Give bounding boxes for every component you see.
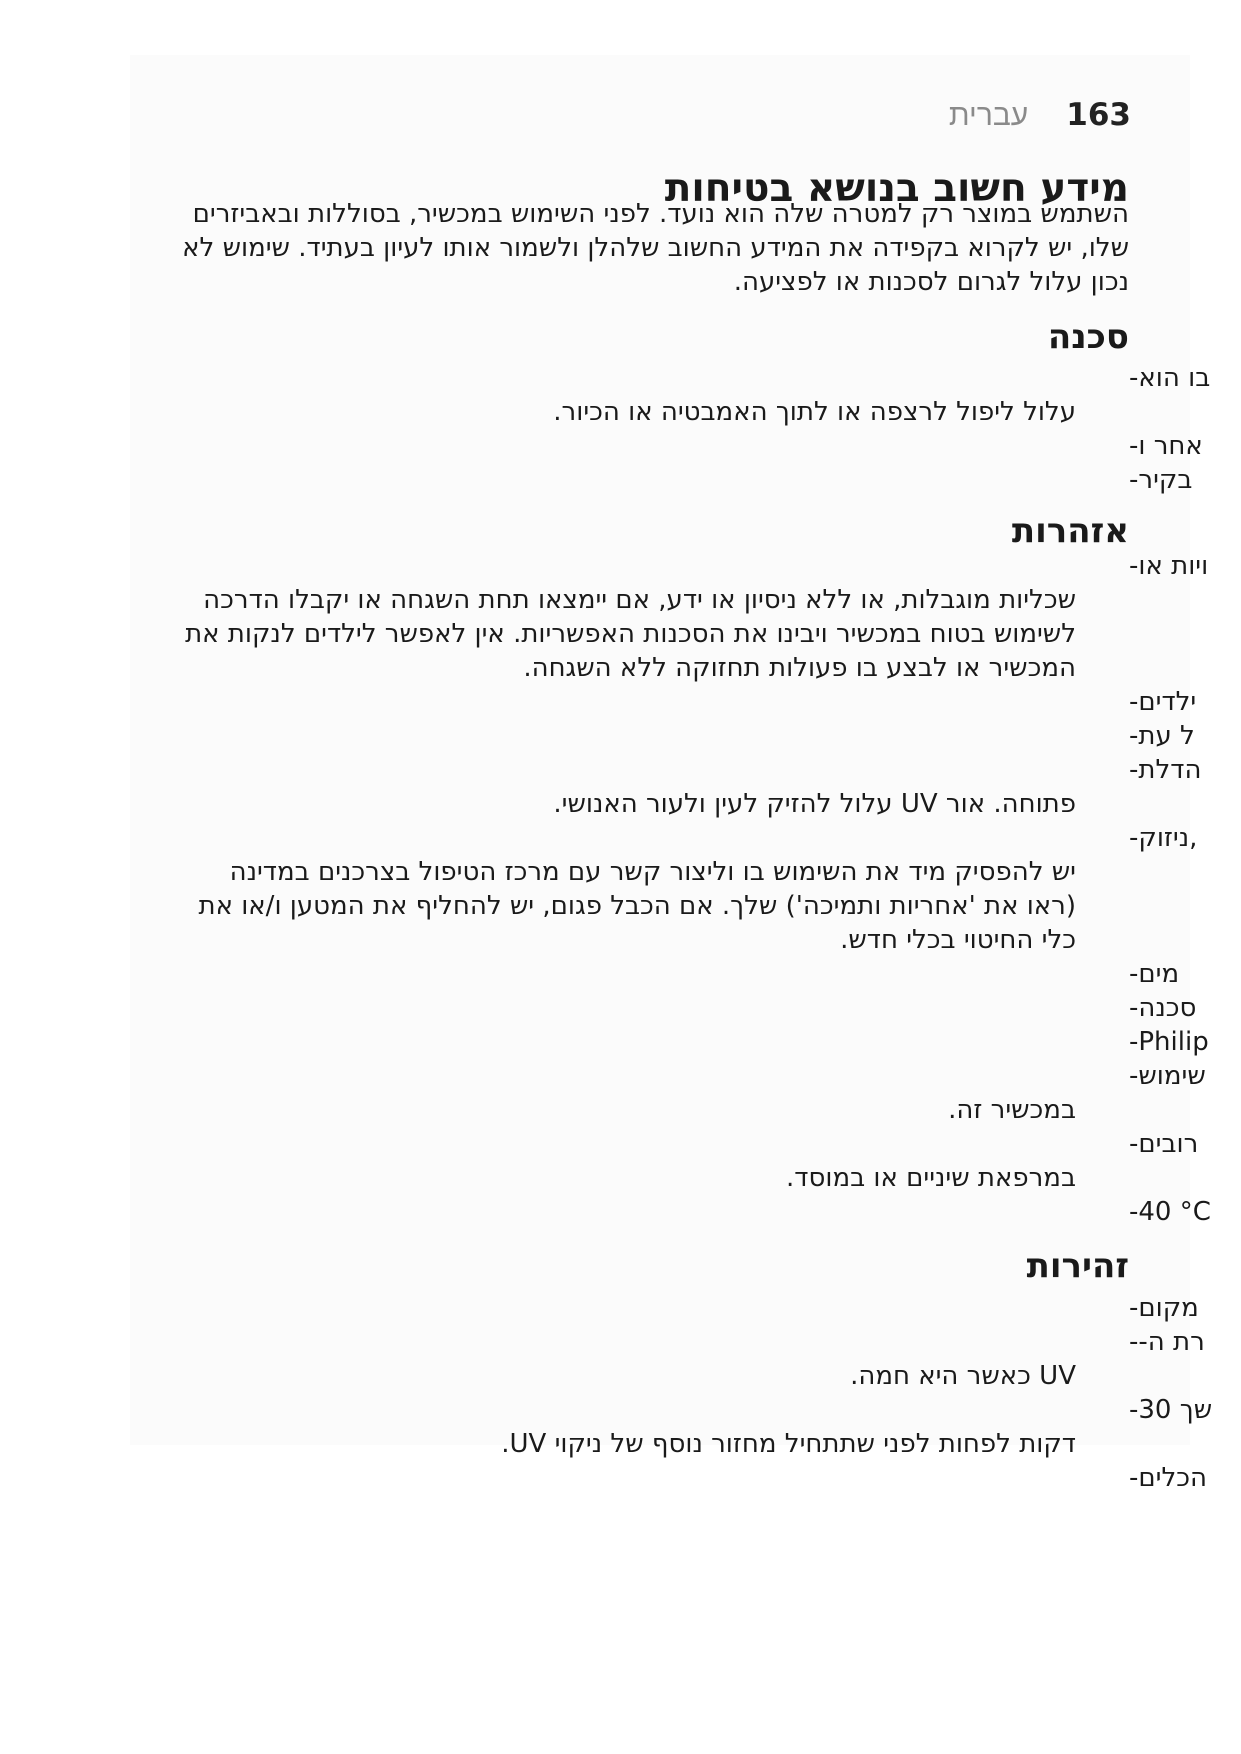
- cropped-fragment: -מים: [1129, 959, 1180, 989]
- section-heading-cautions: זהירות: [1026, 1246, 1129, 1286]
- cropped-fragment: -מקום: [1129, 1293, 1199, 1323]
- intro-line: השתמש במוצר רק למטרה שלה הוא נועד. לפני השימוש במכשיר, בסוללות ובאביזרים: [192, 199, 1129, 229]
- cropped-fragment: -40 °C: [1129, 1197, 1211, 1227]
- intro-line: נכון עלול לגרום לסכנות או לפציעה.: [733, 267, 1129, 297]
- cropped-fragment: -סכנה: [1129, 993, 1197, 1023]
- bullet-continuation: לשימוש בטוח במכשיר ויבינו את הסכנות האפשריות. אין לאפשר לילדים לנקות את: [185, 619, 1076, 649]
- bullet-continuation: פתוחה. אור UV עלול להזיק לעין ולעור האנושי.: [553, 789, 1076, 819]
- bullet-continuation: יש להפסיק מיד את השימוש בו וליצור קשר עם מרכז הטיפול בצרכנים במדינה: [229, 857, 1076, 887]
- bullet-continuation: במכשיר זה.: [948, 1095, 1076, 1125]
- cropped-fragment: -בקיר: [1129, 465, 1193, 495]
- page-language: עברית: [948, 98, 1029, 133]
- cropped-fragment: -שימוש: [1129, 1061, 1206, 1091]
- cropped-fragment: -ל עת: [1129, 721, 1195, 751]
- cropped-fragment: -אחר ו: [1129, 431, 1203, 461]
- bullet-continuation: שכליות מוגבלות, או ללא ניסיון או ידע, אם יימצאו תחת השגחה או יקבלו הדרכה: [203, 585, 1076, 615]
- cropped-fragment: -Philip: [1129, 1027, 1209, 1057]
- page-header: [949, 97, 1131, 133]
- bullet-continuation: דקות לפחות לפני שתתחיל מחזור נוסף של ניקוי UV.: [501, 1429, 1076, 1459]
- intro-line: שלו, יש לקרוא בקפידה את המידע החשוב שלהלן ולשמור אותו לעיון בעתיד. שימוש לא: [182, 233, 1129, 263]
- bullet-continuation: (ראו את 'אחריות ותמיכה') שלך. אם הכבל פגום, יש להחליף את המטען ו/או את: [198, 891, 1076, 921]
- cropped-fragment: -הדלת: [1129, 755, 1202, 785]
- section-heading-danger: סכנה: [1047, 317, 1129, 357]
- cropped-fragment: -ניזוק,: [1129, 823, 1198, 853]
- bullet-continuation: UV כאשר היא חמה.: [850, 1361, 1076, 1391]
- cropped-fragment: -רובים: [1129, 1129, 1199, 1159]
- bullet-continuation: המכשיר או לבצע בו פעולות תחזוקה ללא השגחה.: [523, 653, 1076, 683]
- page-number: 163: [1066, 97, 1131, 133]
- cropped-fragment: -הכלים: [1129, 1463, 1207, 1493]
- cropped-fragment: --רת ה: [1129, 1327, 1205, 1357]
- bullet-continuation: כלי החיטוי בכלי חדש.: [840, 925, 1076, 955]
- bullet-continuation: עלול ליפול לרצפה או לתוך האמבטיה או הכיור.: [553, 397, 1076, 427]
- bullet-continuation: במרפאת שיניים או במוסד.: [786, 1163, 1076, 1193]
- cropped-fragment: -ויות או: [1129, 551, 1209, 581]
- section-heading-warnings: אזהרות: [1011, 511, 1129, 551]
- cropped-fragment: -בו הוא: [1129, 363, 1211, 393]
- cropped-fragment: -30 שך: [1129, 1395, 1213, 1425]
- page-title: מידע חשוב בנושא בטיחות: [664, 166, 1129, 211]
- cropped-fragment: -ילדים: [1129, 687, 1197, 717]
